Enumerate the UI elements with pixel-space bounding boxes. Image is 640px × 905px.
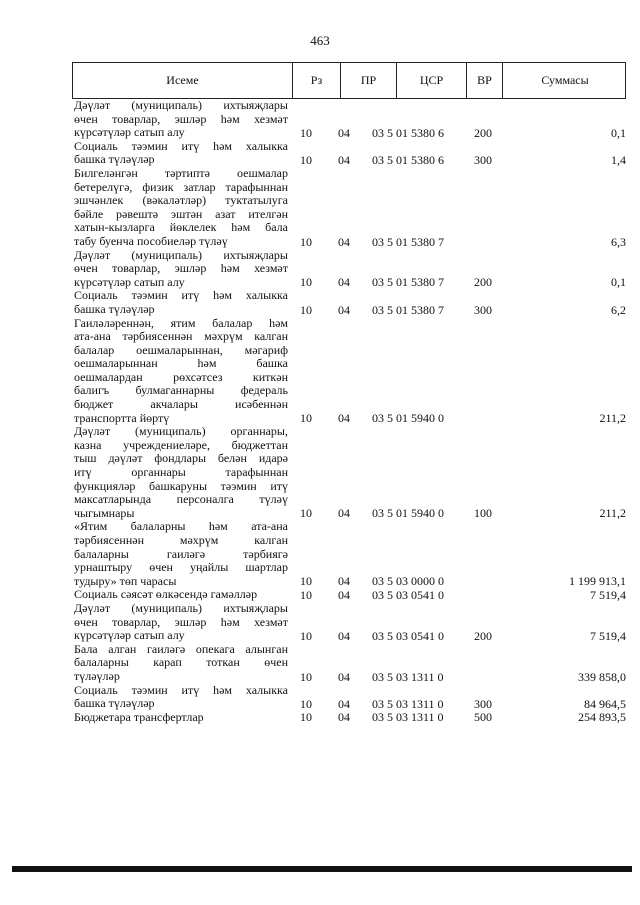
row-csr: 03 5 01 5380 7 xyxy=(372,275,444,290)
row-values xyxy=(72,588,626,602)
row-name-line: өчен товарлар, эшләр һәм хезмәт xyxy=(74,111,288,126)
row-name-line: Социаль сәясәт өлкәсендә гамәлләр xyxy=(74,587,258,602)
table-row xyxy=(72,249,626,290)
table-row xyxy=(72,140,626,167)
row-pr: 04 xyxy=(338,234,350,249)
table-row xyxy=(72,643,626,684)
row-vr: 200 xyxy=(474,628,492,643)
row-values xyxy=(72,235,626,249)
row-name-line: бюджет акчалары исәбеннән xyxy=(74,397,288,412)
row-sum: 7 519,4 xyxy=(590,587,626,602)
row-pr: 04 xyxy=(338,302,350,317)
row-sum: 7 519,4 xyxy=(590,628,626,643)
row-sum: 1 199 913,1 xyxy=(569,574,626,589)
row-name-line: урнаштыру өчен уңайлы шартлар xyxy=(74,560,288,575)
row-name-line: «Ятим балаларны һәм ата-ана xyxy=(74,519,288,534)
row-rz: 10 xyxy=(300,587,312,602)
row-name-line: табу буенча пособиеләр түләү xyxy=(74,233,228,248)
row-vr: 100 xyxy=(474,506,492,521)
row-sum: 339 858,0 xyxy=(578,669,626,684)
row-name-line: Гаиләләреннән, ятим балалар һәм xyxy=(74,315,288,330)
row-vr: 500 xyxy=(474,710,492,725)
scan-bottom-bar xyxy=(12,866,632,872)
row-vr: 300 xyxy=(474,152,492,167)
row-rz: 10 xyxy=(300,152,312,167)
row-name-line: балаларны гаиләгә тәрбиягә xyxy=(74,546,288,561)
row-csr: 03 5 01 5380 6 xyxy=(372,152,444,167)
row-values xyxy=(72,629,626,643)
row-values xyxy=(72,303,626,317)
row-name-line: казна учреждениеләре, бюджеттан xyxy=(74,437,288,452)
table-row xyxy=(72,711,626,725)
row-name-line: башка түләүләр xyxy=(74,301,155,316)
row-pr: 04 xyxy=(338,628,350,643)
row-name-line: Бала алган гаиләгә опекага алынган xyxy=(74,641,288,656)
table-row xyxy=(72,520,626,588)
row-name-line: өчен товарлар, эшләр һәм хезмәт xyxy=(74,261,288,276)
row-rz: 10 xyxy=(300,234,312,249)
row-name-line: итү органнары тарафыннан xyxy=(74,465,288,480)
table-row xyxy=(72,425,626,520)
row-values xyxy=(72,275,626,289)
row-vr: 300 xyxy=(474,696,492,711)
row-values xyxy=(72,506,626,520)
row-name-line: Дәүләт (муниципаль) органнары, xyxy=(74,424,288,439)
row-rz: 10 xyxy=(300,710,312,725)
row-csr: 03 5 03 1311 0 xyxy=(372,710,444,725)
budget-table xyxy=(72,62,626,724)
row-name-line: хатын-кызларга йөклелек һәм бала xyxy=(74,220,288,235)
header-csr: ЦСР xyxy=(397,63,467,98)
row-name-line: башка түләүләр xyxy=(74,152,155,167)
row-values xyxy=(72,411,626,425)
row-vr: 200 xyxy=(474,275,492,290)
table-row xyxy=(72,602,626,643)
row-csr: 03 5 01 5940 0 xyxy=(372,506,444,521)
row-sum: 1,4 xyxy=(611,152,626,167)
row-csr: 03 5 01 5380 6 xyxy=(372,125,444,140)
table-body xyxy=(72,99,626,724)
page-number: 463 xyxy=(310,33,330,48)
row-sum: 0,1 xyxy=(611,125,626,140)
row-csr: 03 5 03 1311 0 xyxy=(372,696,444,711)
row-rz: 10 xyxy=(300,696,312,711)
row-sum: 84 964,5 xyxy=(584,696,626,711)
row-pr: 04 xyxy=(338,152,350,167)
row-name-line: максатларында персоналга түләү xyxy=(74,492,288,507)
row-values xyxy=(72,710,626,724)
row-name-line: Дәүләт (муниципаль) ихтыяҗлары xyxy=(74,247,288,262)
row-name-line: эшчәнлек (вәкаләтләр) туктатылуга xyxy=(74,193,288,208)
row-name-line: тыш дәүләт фондлары белән идарә xyxy=(74,451,288,466)
row-sum: 6,2 xyxy=(611,302,626,317)
table-row xyxy=(72,167,626,249)
row-sum: 211,2 xyxy=(599,411,626,426)
row-name-line: балигъ булмаганнарны федераль xyxy=(74,383,288,398)
row-vr: 300 xyxy=(474,302,492,317)
row-name-line: Билгеләнгән тәртиптә оешмалар xyxy=(74,165,288,180)
row-pr: 04 xyxy=(338,696,350,711)
header-pr: ПР xyxy=(341,63,397,98)
row-name-line: Социаль тәэмин итү һәм халыкка xyxy=(74,288,288,303)
row-values xyxy=(72,670,626,684)
row-pr: 04 xyxy=(338,411,350,426)
row-csr: 03 5 01 5940 0 xyxy=(372,411,444,426)
row-name-line: күрсәтүләр сатып алу xyxy=(74,274,185,289)
table-row xyxy=(72,99,626,140)
row-name-line: ата-ана тәрбиясеннән мәхрүм калган xyxy=(74,329,288,344)
row-name-line: күрсәтүләр сатып алу xyxy=(74,125,185,140)
row-rz: 10 xyxy=(300,275,312,290)
row-name xyxy=(72,317,288,426)
row-name-line: Социаль тәэмин итү һәм халыкка xyxy=(74,682,288,697)
row-pr: 04 xyxy=(338,669,350,684)
row-name-line: Дәүләт (муниципаль) ихтыяҗлары xyxy=(74,98,288,112)
row-name-line: функцияләр башкаруны тәэмин итү xyxy=(74,478,288,493)
header-name: Исеме xyxy=(73,63,293,98)
row-pr: 04 xyxy=(338,587,350,602)
row-rz: 10 xyxy=(300,302,312,317)
header-rz: Рз xyxy=(293,63,341,98)
header-vr: ВР xyxy=(467,63,503,98)
row-name-line: бетерелүгә, физик затлар тарафыннан xyxy=(74,179,288,194)
row-name-line: оешмалардан рөхсәтсез киткән xyxy=(74,369,288,384)
row-csr: 03 5 03 0541 0 xyxy=(372,587,444,602)
row-sum: 211,2 xyxy=(599,506,626,521)
row-pr: 04 xyxy=(338,710,350,725)
row-rz: 10 xyxy=(300,669,312,684)
row-name-line: тудыру» төп чарасы xyxy=(74,573,177,588)
table-row xyxy=(72,289,626,316)
row-values xyxy=(72,153,626,167)
row-name-line: бәйле рәвештә эштән азат ителгән xyxy=(74,206,288,221)
row-name-line: балаларны карап тоткан өчен xyxy=(74,655,288,670)
row-rz: 10 xyxy=(300,628,312,643)
row-rz: 10 xyxy=(300,506,312,521)
row-pr: 04 xyxy=(338,574,350,589)
row-rz: 10 xyxy=(300,411,312,426)
row-name-line: башка түләүләр xyxy=(74,696,155,711)
row-sum: 254 893,5 xyxy=(578,710,626,725)
row-name-line: Социаль тәэмин итү һәм халыкка xyxy=(74,138,288,153)
row-values xyxy=(72,574,626,588)
row-name-line: чыгымнары xyxy=(74,505,135,520)
table-row xyxy=(72,588,626,602)
row-pr: 04 xyxy=(338,275,350,290)
row-csr: 03 5 03 0541 0 xyxy=(372,628,444,643)
header-sum: Суммасы xyxy=(541,73,589,87)
row-name-line: Дәүләт (муниципаль) ихтыяҗлары xyxy=(74,600,288,615)
row-values xyxy=(72,697,626,711)
row-csr: 03 5 03 1311 0 xyxy=(372,669,444,684)
row-name-line: балалар оешмаларыннан, мәгариф xyxy=(74,342,288,357)
table-header xyxy=(72,62,626,99)
row-name-line: түләүләр xyxy=(74,668,120,683)
row-vr: 200 xyxy=(474,125,492,140)
table-row xyxy=(72,684,626,711)
row-pr: 04 xyxy=(338,506,350,521)
row-name-line: күрсәтүләр сатып алу xyxy=(74,628,185,643)
row-csr: 03 5 03 0000 0 xyxy=(372,574,444,589)
row-name-line: тәрбиясеннән мәхрүм калган xyxy=(74,533,288,547)
row-name-line: транспортта йөртү xyxy=(74,410,170,425)
row-rz: 10 xyxy=(300,125,312,140)
row-csr: 03 5 01 5380 7 xyxy=(372,234,444,249)
row-values xyxy=(72,126,626,140)
row-csr: 03 5 01 5380 7 xyxy=(372,302,444,317)
table-row xyxy=(72,317,626,426)
row-name-line: Бюджетара трансфертлар xyxy=(74,709,204,724)
row-rz: 10 xyxy=(300,574,312,589)
row-name-line: оешмаларыннан һәм башка xyxy=(74,356,288,371)
row-pr: 04 xyxy=(338,125,350,140)
row-sum: 0,1 xyxy=(611,275,626,290)
row-sum: 6,3 xyxy=(611,234,626,249)
row-name-line: өчен товарлар, эшләр һәм хезмәт xyxy=(74,614,288,629)
